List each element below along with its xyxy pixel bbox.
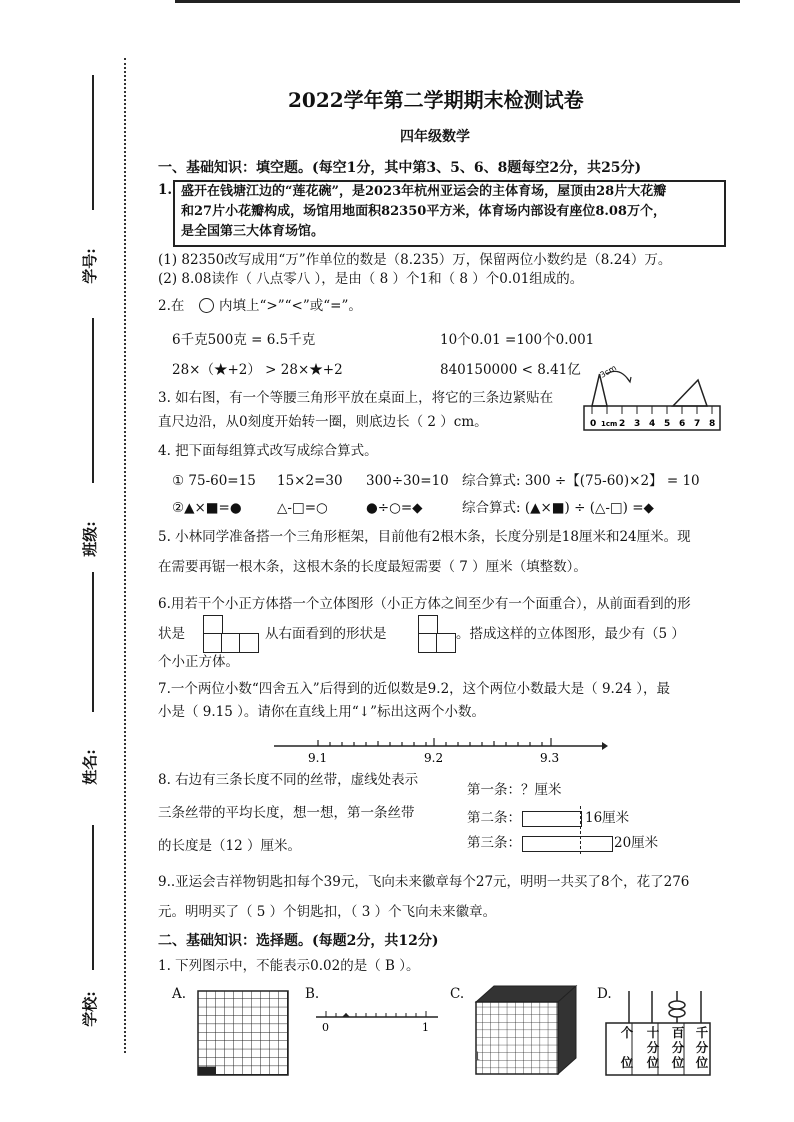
q2-head-a: 2.在	[158, 298, 185, 314]
banji-line	[92, 318, 94, 483]
q4-row2-c: ●÷○=◆	[366, 500, 423, 516]
circle-icon	[199, 298, 214, 313]
ribbon2-bar	[522, 811, 582, 827]
q1-box-line2: 和27片小花瓣构成，场馆用地面积82350平方米，体育场内部设有座位8.08万个，	[181, 204, 666, 219]
average-dashed-line	[580, 806, 581, 854]
q8-line2: 三条丝带的平均长度，想一想，第一条丝带	[158, 805, 415, 821]
q8-line3: 的长度是（12 ）厘米。	[158, 838, 301, 854]
ruler-label: 7	[694, 419, 701, 429]
ribbon3-value: 20厘米	[614, 835, 659, 851]
q6-line2-b: 从右面看到的形状是	[265, 626, 387, 642]
ruler-label: 3	[634, 419, 641, 429]
ribbon1-label: 第一条：？厘米	[467, 782, 562, 798]
q2-row1-right: 10个0.01 =100个0.001	[440, 332, 595, 348]
ruler-label: 5	[664, 419, 671, 429]
option-a-grid	[197, 990, 289, 1076]
front-view-cube	[221, 633, 241, 653]
q1-part2: (2) 8.08读作（ 八点零八 ），是由（ 8 ）个1和（ 8 ）个0.01组成的。	[158, 271, 584, 287]
ruler-label: 2	[619, 419, 626, 429]
binding-dotted-line	[124, 58, 126, 1053]
exam-subtitle: 四年级数学	[400, 129, 470, 145]
q4-row1-c: 300÷30=10	[366, 473, 449, 489]
q4-row2-b: △-□=○	[277, 500, 328, 516]
q3-line2: 直尺边沿，从0刻度开始转一圈，则底边长（ 2 ）cm。	[158, 414, 488, 430]
mc1-question: 1. 下列图示中，不能表示0.02的是（ B ）。	[158, 958, 420, 974]
q2-head-b: 内填上“>”“<”或“=”。	[219, 298, 362, 314]
section2-header: 二、基础知识：选择题。(每题2分，共12分)	[158, 933, 439, 949]
q7-line2: 小是（ 9.15 ）。请你在直线上用“↓”标出这两个小数。	[158, 704, 486, 720]
q5-line2: 在需要再锯一根木条，这根木条的长度最短需要（ 7 ）厘米（填整数）。	[158, 559, 587, 575]
ribbon2-value: 16厘米	[585, 810, 630, 826]
front-view-cube	[239, 633, 259, 653]
option-b-zero: 0	[322, 1021, 329, 1034]
three-cm-label: 3cm	[598, 363, 618, 380]
right-view-cube	[418, 615, 438, 635]
number-line-label: 9.1	[308, 751, 328, 765]
option-a-label: A.	[172, 986, 187, 1002]
top-border-line	[175, 0, 740, 3]
ribbon3-bar	[522, 836, 613, 852]
abacus-col-2: 十 分 位	[646, 1025, 660, 1070]
number-line-label: 9.3	[540, 751, 560, 765]
option-b-number-line	[316, 1005, 440, 1035]
q1-part1: (1) 82350改写成用“万”作单位的数是（8.235）万，保留两位小数约是（8.24）万。	[158, 252, 672, 268]
q4-row2-a: ②▲×■=●	[172, 500, 242, 516]
banji-label: 班级:	[80, 521, 99, 557]
right-view-cube	[436, 633, 456, 653]
xingming-line	[92, 572, 94, 712]
exam-title: 2022学年第二学期期末检测试卷	[288, 88, 584, 112]
option-d-label: D.	[597, 986, 612, 1002]
q4-row1-answer: 综合算式: 300 ÷【(75-60)×2】 = 10	[462, 473, 700, 489]
q6-line3: 个小正方体。	[158, 654, 239, 670]
ruler-triangle-figure	[580, 358, 725, 436]
page-number: 1	[474, 1050, 481, 1063]
q6-line2-a: 状是	[158, 626, 185, 642]
ribbon2-label: 第二条：	[467, 810, 521, 826]
xingming-label: 姓名:	[80, 749, 99, 785]
q9-line1: 9..亚运会吉祥物钥匙扣每个39元，飞向未来徽章每个27元，明明一共买了8个，花了276	[158, 874, 690, 890]
q3-line1: 3. 如右图，有一个等腰三角形平放在桌面上，将它的三条边紧贴在	[158, 390, 554, 406]
front-view-cube	[203, 633, 223, 653]
abacus-col-1: 个 位	[620, 1025, 634, 1070]
ruler-label: 1cm	[601, 420, 618, 428]
q2-row1-left: 6千克500克 = 6.5千克	[172, 332, 316, 348]
option-b-label: B.	[305, 986, 320, 1002]
q8-line1: 8. 右边有三条长度不同的丝带，虚线处表示	[158, 772, 419, 788]
q2-row2-left: 28×（★+2） > 28×★+2	[172, 362, 343, 378]
xuehao-label: 学号:	[80, 248, 99, 284]
abacus-col-3: 百 分 位	[671, 1025, 685, 1070]
front-view-cube	[203, 615, 223, 635]
xuehao-line	[92, 75, 94, 210]
number-line	[272, 734, 608, 768]
q7-line1: 7.一个两位小数“四舍五入”后得到的近似数是9.2，这个两位小数最大是（ 9.24 ），最	[158, 681, 671, 697]
right-view-cube	[418, 633, 438, 653]
q1-box-line3: 是全国第三大体育场馆。	[181, 224, 325, 239]
q4-row1-b: 15×2=30	[277, 473, 343, 489]
q5-line1: 5. 小林同学准备搭一个三角形框架，目前他有2根木条，长度分别是18厘米和24厘米。现	[158, 529, 691, 545]
ruler-label: 0	[590, 419, 597, 429]
ruler-label: 6	[679, 419, 686, 429]
q4-head: 4. 把下面每组算式改写成综合算式。	[158, 443, 378, 459]
number-line-label: 9.2	[424, 751, 444, 765]
option-c-cube	[474, 984, 578, 1076]
q1-box-line1: 盛开在钱塘江边的“莲花碗”，是2023年杭州亚运会的主体育场，屋顶由28片大花瓣	[181, 184, 667, 199]
abacus-col-4: 千 分 位	[695, 1025, 709, 1070]
q1-number: 1.	[158, 182, 173, 198]
ruler-label: 8	[709, 419, 716, 429]
option-b-one: 1	[422, 1021, 429, 1034]
ribbon3-label: 第三条：	[467, 835, 521, 851]
section1-header: 一、基础知识：填空题。(每空1分，其中第3、5、6、8题每空2分，共25分)	[158, 160, 642, 176]
ruler-label: 4	[649, 419, 656, 429]
option-c-label: C.	[450, 986, 465, 1002]
xuexiao-label: 学校:	[80, 991, 99, 1027]
xuexiao-line	[92, 825, 94, 970]
q9-line2: 元。明明买了（ 5 ）个钥匙扣，（ 3 ）个飞向未来徽章。	[158, 904, 497, 920]
q4-row2-answer: 综合算式: (▲×■) ÷ (△-□) =◆	[462, 500, 654, 516]
q2-row2-right: 840150000 < 8.41亿	[440, 362, 581, 378]
q6-line1: 6.用若干个小正方体搭一个立体图形（小正方体之间至少有一个面重合），从前面看到的形	[158, 596, 691, 612]
q4-row1-a: ① 75-60=15	[172, 473, 256, 489]
q6-line2-c: 。搭成这样的立体图形，最少有（5 ）	[456, 626, 685, 642]
